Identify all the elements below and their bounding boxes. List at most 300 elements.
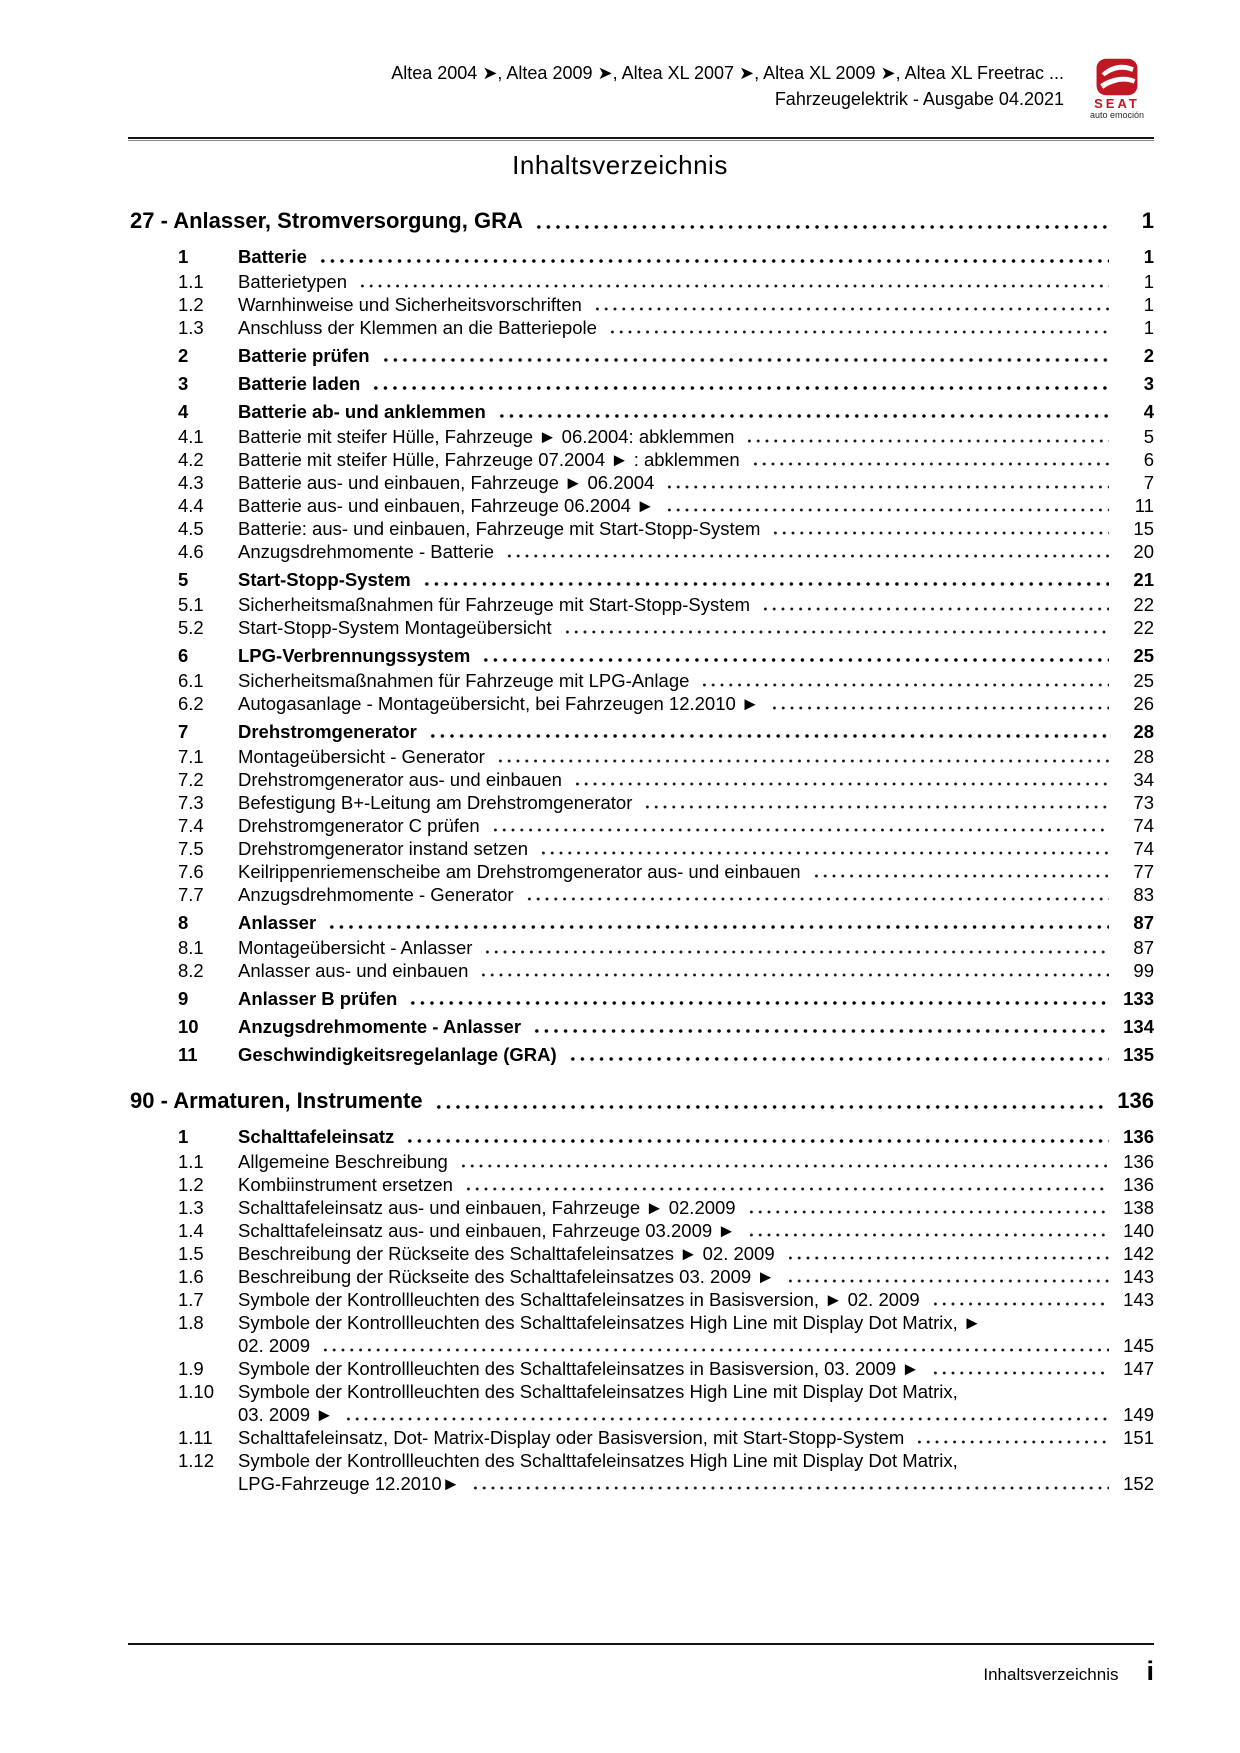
dot-leader: [761, 606, 1109, 612]
entry-number: 4: [178, 401, 189, 422]
toc-entry[interactable]: [130, 593, 1154, 616]
toc-entry[interactable]: [130, 448, 1154, 471]
chapter-page-number: 136: [1117, 1088, 1154, 1113]
dot-leader: [525, 896, 1109, 902]
entry-page-number: 21: [1133, 569, 1154, 590]
toc-entry[interactable]: [130, 959, 1154, 982]
toc-entry[interactable]: [130, 720, 1154, 743]
entry-page-number: 149: [1123, 1404, 1154, 1425]
entry-body: [238, 745, 1154, 768]
dot-leader: [665, 484, 1109, 490]
toc-entry[interactable]: [130, 344, 1154, 367]
dot-leader: [496, 758, 1109, 764]
entry-page-number: 151: [1123, 1427, 1154, 1448]
entry-body: [238, 1125, 1154, 1148]
dot-leader: [358, 283, 1109, 289]
dot-leader: [405, 1138, 1109, 1144]
page-header: [130, 60, 1154, 120]
entry-title: Symbole der Kontrollleuchten des Schalttafeleinsatzes High Line mit Display Dot Matrix,: [238, 1381, 958, 1402]
entry-number: 6.1: [178, 670, 204, 691]
toc-entry[interactable]: [130, 883, 1154, 906]
entry-page-number: 1: [1143, 246, 1154, 267]
entry-body: [238, 860, 1154, 883]
entry-body: [238, 448, 1154, 471]
toc-entry[interactable]: [130, 1196, 1154, 1219]
entry-number: 4.2: [178, 449, 204, 470]
entry-number: 1.2: [178, 1174, 204, 1195]
entry-body: [238, 837, 1154, 860]
entry-body: [238, 1150, 1154, 1173]
entry-body: [238, 987, 1154, 1010]
entry-title: Beschreibung der Rückseite des Schalttafeleinsatzes 03. 2009 ►: [238, 1266, 775, 1287]
entry-number: 1.8: [178, 1312, 204, 1333]
entry-number: 1.2: [178, 294, 204, 315]
entry-page-number: 77: [1133, 861, 1154, 882]
entry-body: [238, 911, 1154, 934]
toc-entry[interactable]: [130, 1449, 1154, 1495]
dot-leader: [539, 850, 1109, 856]
dot-leader: [771, 530, 1109, 536]
entry-title: Batterie aus- und einbauen, Fahrzeuge 06.2004 ►: [238, 495, 655, 516]
chapter-label: 90 - Armaturen, Instrumente: [130, 1088, 423, 1113]
entry-title: Batterie prüfen: [238, 345, 370, 366]
toc-entry[interactable]: [130, 644, 1154, 667]
toc-entry[interactable]: [130, 425, 1154, 448]
toc-entry[interactable]: [130, 936, 1154, 959]
entry-page-number: 74: [1133, 815, 1154, 836]
entry-page-number: 22: [1133, 594, 1154, 615]
entry-title: Geschwindigkeitsregelanlage (GRA): [238, 1044, 557, 1065]
entry-number: 7.3: [178, 792, 204, 813]
dot-leader: [471, 1485, 1109, 1491]
entry-number: 10: [178, 1016, 199, 1037]
entry-page-number: 143: [1123, 1289, 1154, 1310]
toc-entry[interactable]: [130, 1242, 1154, 1265]
entry-body: [238, 1357, 1154, 1380]
toc-entry[interactable]: [130, 293, 1154, 316]
dot-leader: [459, 1163, 1109, 1169]
toc-entry[interactable]: [130, 1357, 1154, 1380]
toc-chapter-90: [130, 1086, 1154, 1495]
entry-body: [238, 814, 1154, 837]
entry-body: [238, 1219, 1154, 1242]
entry-page-number: 99: [1133, 960, 1154, 981]
entry-body: [238, 568, 1154, 591]
entry-body: [238, 644, 1154, 667]
entry-title: Symbole der Kontrollleuchten des Schalttafeleinsatzes in Basisversion, 03. 2009 ►: [238, 1358, 920, 1379]
entry-number: 3: [178, 373, 189, 394]
entry-title: Keilrippenriemenscheibe am Drehstromgenerator aus- und einbauen: [238, 861, 801, 882]
entry-page-number: 142: [1123, 1243, 1154, 1264]
header-edition-line: Fahrzeugelektrik - Ausgabe 04.2021: [774, 89, 1064, 109]
dot-leader: [770, 705, 1109, 711]
dot-leader: [491, 827, 1109, 833]
entry-title: Sicherheitsmaßnahmen für Fahrzeuge mit Start-Stopp-System: [238, 594, 751, 615]
entry-title: Drehstromgenerator C prüfen: [238, 815, 480, 836]
header-rule: [128, 137, 1154, 141]
entry-body: [238, 425, 1154, 448]
entry-page-number: 136: [1123, 1151, 1154, 1172]
dot-leader: [479, 972, 1109, 978]
entry-body: [238, 400, 1154, 423]
entry-body: [238, 936, 1154, 959]
entry-title: Schalttafeleinsatz, Dot- Matrix-Display oder Basisversion, mit Start-Stopp-System: [238, 1427, 905, 1448]
entry-body: [238, 540, 1154, 563]
entry-number: 1.4: [178, 1220, 204, 1241]
seat-logo: [1080, 58, 1154, 120]
entry-page-number: 133: [1123, 988, 1154, 1009]
entry-number: 1.5: [178, 1243, 204, 1264]
entry-page-number: 136: [1123, 1126, 1154, 1147]
dot-leader: [608, 329, 1109, 335]
entry-number: 9: [178, 988, 189, 1009]
entry-number: 6: [178, 645, 189, 666]
entry-title: Kombiinstrument ersetzen: [238, 1174, 453, 1195]
entry-title: Symbole der Kontrollleuchten des Schalttafeleinsatzes High Line mit Display Dot Matrix, ►: [238, 1312, 982, 1333]
entry-number: 11: [178, 1044, 198, 1065]
entry-number: 1.11: [178, 1427, 213, 1448]
entry-number: 4.3: [178, 472, 204, 493]
entry-title: Autogasanlage - Montageübersicht, bei Fahrzeugen 12.2010 ►: [238, 693, 760, 714]
entry-number: 1.1: [178, 1151, 204, 1172]
dot-leader: [321, 1347, 1109, 1353]
entry-number: 4.1: [178, 426, 204, 447]
toc-entry[interactable]: [130, 517, 1154, 540]
entry-title: Batterie aus- und einbauen, Fahrzeuge ► 06.2004: [238, 472, 655, 493]
entry-body: [238, 692, 1154, 715]
toc-chapter-heading[interactable]: [130, 1086, 1154, 1116]
entry-title: Symbole der Kontrollleuchten des Schalttafeleinsatzes in Basisversion, ► 02. 2009: [238, 1289, 920, 1310]
entry-title-continuation-line: [238, 1472, 1154, 1495]
seat-emblem-icon: [1095, 58, 1139, 96]
toc-entry[interactable]: [130, 1015, 1154, 1038]
entry-title: Start-Stopp-System: [238, 569, 411, 590]
entry-title: Symbole der Kontrollleuchten des Schalttafeleinsatzes High Line mit Display Dot Matrix,: [238, 1450, 958, 1471]
toc-entry[interactable]: [130, 911, 1154, 934]
entry-number: 7: [178, 721, 189, 742]
entry-body: [238, 1426, 1154, 1449]
toc-entry[interactable]: [130, 1288, 1154, 1311]
dot-leader: [318, 258, 1109, 264]
toc-chapter-27: [130, 206, 1154, 1066]
entry-body: [238, 791, 1154, 814]
dot-leader: [931, 1370, 1109, 1376]
seat-tagline-text: auto emoción: [1089, 110, 1145, 120]
page-footer: [983, 1656, 1154, 1687]
entry-page-number: 1: [1143, 317, 1154, 338]
dot-leader: [434, 1104, 1109, 1110]
entry-page-number: 20: [1133, 541, 1154, 562]
entry-body: [238, 1380, 1154, 1426]
entry-page-number: 28: [1133, 721, 1154, 742]
toc-entry[interactable]: [130, 1380, 1154, 1426]
dot-leader: [422, 581, 1109, 587]
entry-title: Schalttafeleinsatz: [238, 1126, 395, 1147]
page-title: Inhaltsverzeichnis: [512, 150, 728, 180]
entry-number: 1.12: [178, 1450, 215, 1471]
entry-page-number: 136: [1123, 1174, 1154, 1195]
dot-leader: [532, 1028, 1109, 1034]
entry-title: Batterie: [238, 246, 307, 267]
entry-body: [238, 1265, 1154, 1288]
entry-number: 1.1: [178, 271, 204, 292]
entry-page-number: 87: [1133, 937, 1154, 958]
entry-body: [238, 1015, 1154, 1038]
entry-body: [238, 669, 1154, 692]
entry-body: [238, 316, 1154, 339]
toc-entry[interactable]: [130, 1219, 1154, 1242]
dot-leader: [464, 1186, 1109, 1192]
toc-entry[interactable]: [130, 745, 1154, 768]
entry-page-number: 1: [1143, 294, 1154, 315]
entry-body: [238, 616, 1154, 639]
toc-entry[interactable]: [130, 768, 1154, 791]
entry-title: Montageübersicht - Anlasser: [238, 937, 473, 958]
toc-entry[interactable]: [130, 837, 1154, 860]
entry-title: Anlasser: [238, 912, 317, 933]
toc-chapter-heading[interactable]: [130, 206, 1154, 236]
toc-entry[interactable]: [130, 1125, 1154, 1148]
entry-body: [238, 1043, 1154, 1066]
dot-leader: [534, 224, 1109, 230]
dot-leader: [408, 1000, 1109, 1006]
dot-leader: [371, 385, 1109, 391]
toc-entry[interactable]: [130, 791, 1154, 814]
seat-brand-text: SEAT: [1094, 96, 1140, 111]
entry-number: 1.9: [178, 1358, 204, 1379]
toc-entry[interactable]: [130, 1426, 1154, 1449]
entry-page-number: 15: [1133, 518, 1154, 539]
entry-body: [238, 1196, 1154, 1219]
entry-page-number: 5: [1143, 426, 1154, 447]
entry-page-number: 6: [1143, 449, 1154, 470]
entry-title-continued: 02. 2009: [238, 1335, 311, 1356]
toc-entry[interactable]: [130, 1173, 1154, 1196]
header-models-line: Altea 2004 ➤, Altea 2009 ➤, Altea XL 2007 ➤, Altea XL 2009 ➤, Altea XL Freetrac ...: [391, 63, 1064, 83]
entry-number: 1: [178, 246, 189, 267]
entry-title: Schalttafeleinsatz aus- und einbauen, Fahrzeuge 03.2009 ►: [238, 1220, 736, 1241]
entry-title: Allgemeine Beschreibung: [238, 1151, 448, 1172]
entry-number: 1.3: [178, 317, 204, 338]
dot-leader: [700, 682, 1109, 688]
toc-entry[interactable]: [130, 316, 1154, 339]
entry-title: Anlasser B prüfen: [238, 988, 398, 1009]
toc-entry[interactable]: [130, 692, 1154, 715]
entry-page-number: 83: [1133, 884, 1154, 905]
entry-page-number: 140: [1123, 1220, 1154, 1241]
entry-number: 7.1: [178, 746, 204, 767]
entry-title: Anschluss der Klemmen an die Batteriepole: [238, 317, 597, 338]
dot-leader: [573, 781, 1109, 787]
entry-title: Drehstromgenerator: [238, 721, 417, 742]
entry-title: Anzugsdrehmomente - Batterie: [238, 541, 495, 562]
footer-section-label: Inhaltsverzeichnis: [983, 1665, 1119, 1684]
entry-body: [238, 959, 1154, 982]
entry-page-number: 26: [1133, 693, 1154, 714]
toc-entry[interactable]: [130, 616, 1154, 639]
entry-title: Warnhinweise und Sicherheitsvorschriften: [238, 294, 582, 315]
entry-title: Schalttafeleinsatz aus- und einbauen, Fahrzeuge ► 02.2009: [238, 1197, 736, 1218]
entry-page-number: 74: [1133, 838, 1154, 859]
entry-number: 6.2: [178, 693, 204, 714]
dot-leader: [327, 924, 1109, 930]
dot-leader: [745, 438, 1109, 444]
entry-title: Drehstromgenerator instand setzen: [238, 838, 528, 859]
entry-number: 4.5: [178, 518, 204, 539]
entry-number: 7.2: [178, 769, 204, 790]
entry-title: LPG-Verbrennungssystem: [238, 645, 471, 666]
entry-body: [238, 494, 1154, 517]
entry-page-number: 28: [1133, 746, 1154, 767]
entry-page-number: 152: [1123, 1473, 1154, 1494]
entry-number: 7.7: [178, 884, 204, 905]
entry-title-continued: LPG-Fahrzeuge 12.2010►: [238, 1473, 460, 1494]
toc-entry[interactable]: [130, 1150, 1154, 1173]
dot-leader: [931, 1301, 1109, 1307]
toc-entry[interactable]: [130, 1265, 1154, 1288]
dot-leader: [505, 553, 1109, 559]
entry-page-number: 4: [1143, 401, 1154, 422]
entry-page-number: 11: [1134, 495, 1154, 516]
entry-number: 1.10: [178, 1381, 215, 1402]
entry-page-number: 138: [1123, 1197, 1154, 1218]
toc-entry[interactable]: [130, 568, 1154, 591]
entry-page-number: 1: [1143, 271, 1154, 292]
entry-number: 7.4: [178, 815, 204, 836]
dot-leader: [344, 1416, 1109, 1422]
dot-leader: [747, 1232, 1109, 1238]
entry-body: [238, 245, 1154, 268]
toc-entry[interactable]: [130, 1043, 1154, 1066]
entry-title: Batterie: aus- und einbauen, Fahrzeuge mit Start-Stopp-System: [238, 518, 761, 539]
entry-title: Sicherheitsmaßnahmen für Fahrzeuge mit LPG-Anlage: [238, 670, 690, 691]
entry-page-number: 145: [1123, 1335, 1154, 1356]
chapter-page-number: 1: [1141, 208, 1154, 233]
entry-number: 5.1: [178, 594, 204, 615]
toc-entry[interactable]: [130, 270, 1154, 293]
toc-entry[interactable]: [130, 1311, 1154, 1357]
toc-entry[interactable]: [130, 400, 1154, 423]
entry-body: [238, 1311, 1154, 1357]
dot-leader: [428, 733, 1109, 739]
entry-body: [238, 270, 1154, 293]
footer-page-number: i: [1146, 1656, 1154, 1686]
entry-body: [238, 720, 1154, 743]
entry-number: 5: [178, 569, 189, 590]
entry-title: Batterietypen: [238, 271, 348, 292]
entry-title: Batterie ab- und anklemmen: [238, 401, 486, 422]
entry-title: Befestigung B+-Leitung am Drehstromgenerator: [238, 792, 633, 813]
toc-entry[interactable]: [130, 540, 1154, 563]
entry-number: 8.2: [178, 960, 204, 981]
entry-title: Batterie mit steifer Hülle, Fahrzeuge 07.2004 ► : abklemmen: [238, 449, 740, 470]
entry-page-number: 2: [1143, 345, 1154, 366]
entry-page-number: 147: [1123, 1358, 1154, 1379]
toc-entry[interactable]: [130, 245, 1154, 268]
entry-body: [238, 517, 1154, 540]
entry-body: [238, 593, 1154, 616]
dot-leader: [747, 1209, 1109, 1215]
toc-entry[interactable]: [130, 860, 1154, 883]
entry-title: Anzugsdrehmomente - Anlasser: [238, 1016, 522, 1037]
toc-entry[interactable]: [130, 494, 1154, 517]
entry-title: Batterie laden: [238, 373, 361, 394]
entry-number: 4.6: [178, 541, 204, 562]
dot-leader: [643, 804, 1109, 810]
table-of-contents: [130, 206, 1154, 1495]
dot-leader: [593, 306, 1109, 312]
entry-page-number: 143: [1123, 1266, 1154, 1287]
dot-leader: [786, 1255, 1109, 1261]
entry-title: Anzugsdrehmomente - Generator: [238, 884, 514, 905]
entry-number: 1.7: [178, 1289, 204, 1310]
entry-title: Montageübersicht - Generator: [238, 746, 485, 767]
entry-number: 7.6: [178, 861, 204, 882]
entry-body: [238, 1242, 1154, 1265]
entry-title: Start-Stopp-System Montageübersicht: [238, 617, 552, 638]
toc-entry[interactable]: [130, 814, 1154, 837]
header-text-block: [391, 60, 1064, 112]
entry-number: 1.6: [178, 1266, 204, 1287]
entry-title-continuation-line: [238, 1334, 1154, 1357]
dot-leader: [497, 413, 1109, 419]
entry-number: 2: [178, 345, 189, 366]
entry-number: 7.5: [178, 838, 204, 859]
entry-title-continued: 03. 2009 ►: [238, 1404, 334, 1425]
toc-entry[interactable]: [130, 372, 1154, 395]
footer-rule: [128, 1643, 1154, 1645]
dot-leader: [915, 1439, 1109, 1445]
entry-body: [238, 768, 1154, 791]
entry-page-number: 135: [1123, 1044, 1154, 1065]
toc-entry[interactable]: [130, 669, 1154, 692]
dot-leader: [751, 461, 1109, 467]
entry-page-number: 73: [1133, 792, 1154, 813]
entry-number: 1: [178, 1126, 189, 1147]
entry-title: Anlasser aus- und einbauen: [238, 960, 469, 981]
dot-leader: [665, 507, 1109, 513]
dot-leader: [481, 657, 1109, 663]
entry-page-number: 7: [1143, 472, 1154, 493]
entry-title: Batterie mit steifer Hülle, Fahrzeuge ► 06.2004: abklemmen: [238, 426, 735, 447]
entry-page-number: 25: [1133, 670, 1154, 691]
entry-number: 8.1: [178, 937, 204, 958]
entry-body: [238, 1288, 1154, 1311]
entry-number: 5.2: [178, 617, 204, 638]
entry-number: 4.4: [178, 495, 204, 516]
entry-body: [238, 372, 1154, 395]
toc-entry[interactable]: [130, 987, 1154, 1010]
entry-body: [238, 293, 1154, 316]
toc-entry[interactable]: [130, 471, 1154, 494]
dot-leader: [568, 1056, 1109, 1062]
entry-page-number: 22: [1133, 617, 1154, 638]
entry-body: [238, 883, 1154, 906]
dot-leader: [563, 629, 1109, 635]
entry-number: 8: [178, 912, 189, 933]
entry-page-number: 25: [1133, 645, 1154, 666]
dot-leader: [786, 1278, 1109, 1284]
entry-body: [238, 344, 1154, 367]
entry-page-number: 34: [1133, 769, 1154, 790]
entry-page-number: 87: [1133, 912, 1154, 933]
dot-leader: [812, 873, 1109, 879]
entry-body: [238, 1449, 1154, 1495]
entry-page-number: 3: [1143, 373, 1154, 394]
entry-body: [238, 471, 1154, 494]
entry-title: Drehstromgenerator aus- und einbauen: [238, 769, 562, 790]
chapter-label: 27 - Anlasser, Stromversorgung, GRA: [130, 208, 523, 233]
